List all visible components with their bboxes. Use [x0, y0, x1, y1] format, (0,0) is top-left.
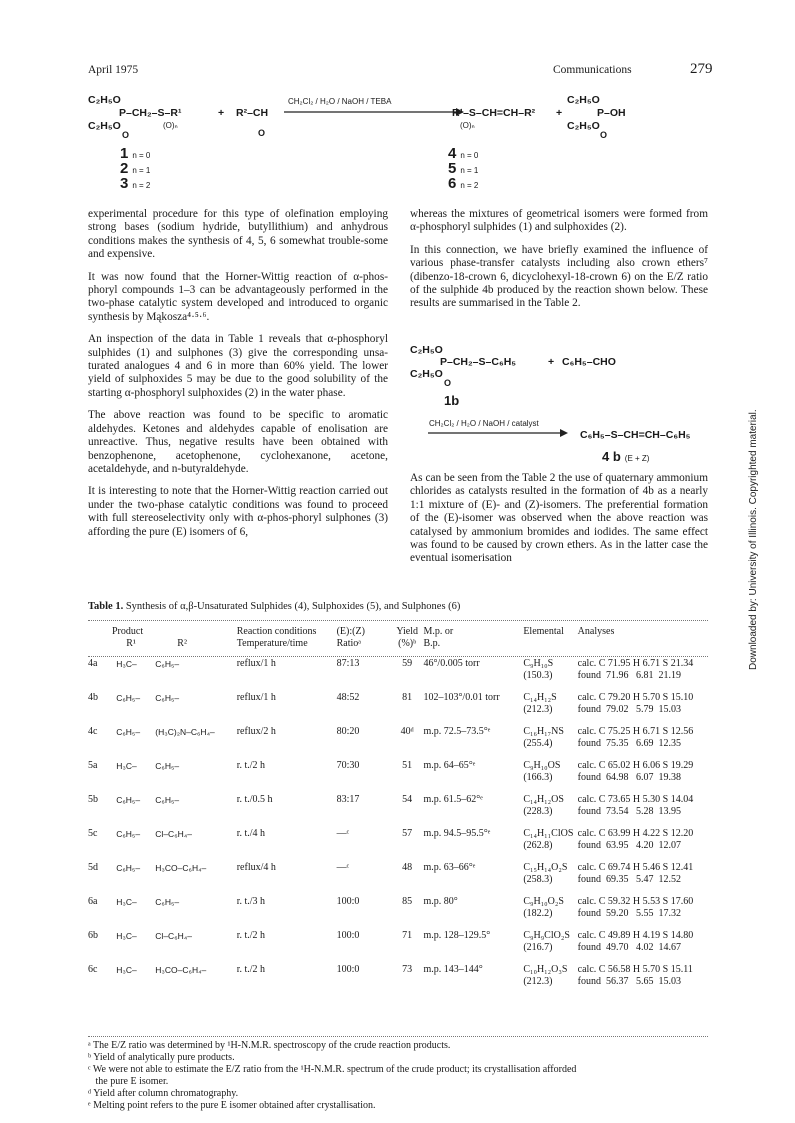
- paragraph: whereas the mixtures of geometrical isomers were formed from α-phosphoryl sulphides (1) and sulphoxides (2).: [410, 208, 708, 234]
- footnote-c: ᶜ We were not able to estimate the E/Z ratio from the ¹H-N.M.R. spectrum of the crude product; its crystallisation afforded: [88, 1064, 577, 1075]
- table-caption: Table 1. Synthesis of α,β-Unsaturated Sulphides (4), Sulphoxides (5), and Sulphones (6): [88, 601, 461, 612]
- left-column: [88, 208, 388, 548]
- col-elemental: Elemental: [523, 626, 564, 637]
- paragraph: It was now found that the Horner-Wittig reaction of α-phos-phoryl compounds 1–3 can be advantageously performed in the two-phase catalytic system developed and introduced to organic synthesis by Mąkosza⁴·⁵·⁶.: [88, 270, 388, 323]
- table-1: [88, 626, 708, 998]
- table-row: 5d C₆H₅– H₃CO–C₆H₄– reflux/4 h —ᶜ 48 m.p. 63–66°ᵉ C₁₅H₁₄O₂S (258.3) calc. C 69.74 H 5.46 S 12.41 found 69.35 5.47 12.52: [88, 862, 694, 885]
- compound-label-1: 1 n = 0: [120, 145, 151, 162]
- footnote-a: ᵃ The E/Z ratio was determined by ¹H-N.M.R. spectroscopy of the crude reaction products.: [88, 1040, 451, 1051]
- compound-label-2: 2 n = 1: [120, 160, 151, 177]
- running-header-date: April 1975: [88, 64, 139, 76]
- product-oxidation: (O)ₙ: [460, 121, 475, 130]
- compound-label-4b: 4 b (E + Z): [602, 449, 650, 464]
- table-row: 5b C₆H₅– C₆H₅– r. t./0.5 h 83:17 54 m.p. 61.5–62°ᵉ C₁₄H₁₂OS (228.3) calc. C 73.65 H 5.30 S 14.04 found 73.54 5.28 13.95: [88, 794, 694, 817]
- col-yield: Yield: [396, 626, 418, 637]
- download-notice: Downloaded by: University of Illinois. Copyrighted material.: [748, 409, 759, 670]
- col-r2: R²: [177, 638, 187, 649]
- scheme2-phosphoryl-o: O: [444, 378, 452, 388]
- reagent1-ethoxy-bottom: C₂H₅O: [88, 120, 121, 132]
- col-mp-sub: B.p.: [423, 638, 441, 649]
- reagent2-carbonyl-o: O: [258, 128, 266, 138]
- table-row: 6a H₃C– C₆H₅– r. t./3 h 100:0 85 m.p. 80° C₉H₁₀O₂S (182.2) calc. C 59.32 H 5.53 S 17.60 found 59.20 5.55 17.32: [88, 896, 694, 919]
- reagent1-ethoxy-top: C₂H₅O: [88, 94, 121, 106]
- right-column-top: [410, 208, 708, 320]
- compound-label-4: 4 n = 0: [448, 145, 479, 162]
- compound-label-3: 3 n = 2: [120, 175, 151, 192]
- table-bottom-rule: [88, 1036, 708, 1037]
- plus-sign-2: +: [556, 107, 563, 119]
- byproduct-backbone: P–OH: [597, 107, 626, 119]
- footnote-b: ᵇ Yield of analytically pure products.: [88, 1052, 235, 1063]
- scheme2-phosphoryl-sulphide: P–CH₂–S–C₆H₅: [440, 356, 517, 368]
- scheme2-arrow-conditions: CH₂Cl₂ / H₂O / NaOH / catalyst: [429, 419, 539, 428]
- table-row: 5a H₃C– C₆H₅– r. t./2 h 70:30 51 m.p. 64–65°ᵉ C₉H₁₀OS (166.3) calc. C 65.02 H 6.06 S 19.29 found 64.98 6.07 19.38: [88, 760, 694, 783]
- reagent1-oxidation: (O)ₙ: [163, 121, 178, 130]
- compound-label-5: 5 n = 1: [448, 160, 479, 177]
- col-analyses: Analyses: [577, 626, 615, 637]
- paragraph: experimental procedure for this type of olefination employing strong bases (sodium hydride, butyllithium) and anhydrous conditions makes the synthesis of 4, 5, 6 somewhat trouble-some and expensive.: [88, 208, 388, 261]
- paragraph: The above reaction was found to be specific to aromatic aldehydes. Ketones and aldehydes capable of enolisation are unreactive. Thus, negative results have been obtained with benzophenone, acetophenone, cyclohexanone, acetone, acetaldehyde, and n-butyraldehyde.: [88, 409, 388, 475]
- compound-label-6: 6 n = 2: [448, 175, 479, 192]
- compound-label-1b: 1b: [444, 393, 460, 408]
- col-r1: R¹: [126, 638, 136, 649]
- footnote-d: ᵈ Yield after column chromatography.: [88, 1088, 239, 1099]
- paragraph: In this connection, we have briefly examined the influence of various phase-transfer catalysts including also crown ethers⁷ (dibenzo-18-crown 6, dicyclohexyl-18-crown 6) on the E/Z ratio of the sulphide 4b produced by the reaction shown below. These results are summarised in the Table 2.: [410, 243, 708, 310]
- col-conditions: Reaction conditions: [236, 626, 317, 637]
- reaction-arrow-1: [284, 107, 464, 117]
- table-header-row: [88, 626, 708, 638]
- table-row: 4b C₆H₅– C₆H₅– reflux/1 h 48:52 81 102–103°/0.01 torr C₁₄H₁₂S (212.3) calc. C 79.20 H 5.70 S 15.10 found 79.02 5.79 15.03: [88, 692, 694, 715]
- paragraph: An inspection of the data in Table 1 reveals that α-phosphoryl sulphides (1) and sulphones (3) give the corresponding unsa-turated analogues 4 and 6 in more than 60% yield. The lower yield of sulphoxides 5 may be due to the good solubility of the starting α-phosphoryl sulphoxides (2) in the water phase.: [88, 333, 388, 399]
- col-ez: (E):(Z): [336, 626, 365, 637]
- running-header-section: Communications: [553, 64, 632, 76]
- plus-sign-1: +: [218, 107, 225, 119]
- table-row: 4c C₆H₅– (H₃C)₂N–C₆H₄– reflux/2 h 80:20 40ᵈ m.p. 72.5–73.5°ᵉ C₁₆H₁₇NS (255.4) calc. C 75.25 H 6.71 S 12.56 found 75.35 6.69 12.35: [88, 726, 694, 749]
- scheme2-ethoxy-top: C₂H₅O: [410, 344, 443, 356]
- col-product: Product: [112, 626, 144, 637]
- footnote-c-cont: the pure E isomer.: [88, 1076, 169, 1087]
- product-vinyl-sulphide: R¹–S–CH=CH–R²: [452, 107, 536, 119]
- scheme2-ethoxy-bottom: C₂H₅O: [410, 368, 443, 380]
- col-mp: M.p. or: [423, 626, 454, 637]
- byproduct-ethoxy-top: C₂H₅O: [567, 94, 600, 106]
- scheme2-plus: +: [548, 356, 555, 368]
- table-row: 6b H₃C– Cl–C₆H₄– r. t./2 h 100:0 71 m.p. 128–129.5° C₉H₉ClO₂S (216.7) calc. C 49.89 H 4.19 S 14.80 found 49.70 4.02 14.67: [88, 930, 694, 953]
- byproduct-phosphoryl-o: O: [600, 130, 608, 140]
- table-row: 6c H₃C– H₃CO–C₆H₄– r. t./2 h 100:0 73 m.p. 143–144° C₁₀H₁₂O₃S (212.3) calc. C 56.58 H 5.70 S 15.11 found 56.37 5.65 15.03: [88, 964, 693, 987]
- right-column-bottom: [410, 472, 708, 575]
- arrow-conditions: CH₂Cl₂ / H₂O / NaOH / TEBA: [288, 97, 392, 106]
- reagent1-backbone: P–CH₂–S–R¹: [119, 107, 182, 119]
- table-row: 4a H₃C– C₆H₅– reflux/1 h 87:13 59 46°/0.005 torr C₉H₁₀S (150.3) calc. C 71.95 H 6.71 S 21.34 found 71.96 6.81 21.19: [88, 658, 694, 681]
- scheme2-benzaldehyde: C₆H₅–CHO: [562, 356, 616, 368]
- page-number: 279: [690, 61, 713, 77]
- byproduct-ethoxy-bottom: C₂H₅O: [567, 120, 600, 132]
- table-row: 5c C₆H₅– Cl–C₆H₄– r. t./4 h —ᶜ 57 m.p. 94.5–95.5°ᵉ C₁₄H₁₁ClOS (262.8) calc. C 63.99 H 4.22 S 12.20 found 63.95 4.20 12.07: [88, 828, 694, 851]
- col-conditions-sub: Temperature/time: [236, 638, 308, 649]
- footnote-e: ᵉ Melting point refers to the pure E isomer obtained after crystallisation.: [88, 1100, 376, 1111]
- col-ez-sub: Ratioᵃ: [336, 638, 361, 649]
- table-top-rule: [88, 620, 708, 621]
- paragraph: It is interesting to note that the Horner-Wittig reaction carried out under the two-phase catalytic conditions was found to proceed with full stereoselectivity only with α-phos-phoryl sulphones (3) affording the pure (E) isomers of 6,: [88, 485, 388, 538]
- scheme2-product: C₆H₅–S–CH=CH–C₆H₅: [580, 429, 691, 441]
- reagent2-aldehyde: R²–CH: [236, 107, 269, 119]
- reaction-arrow-2: [428, 428, 568, 438]
- paragraph: As can be seen from the Table 2 the use of quaternary ammonium chlorides as catalysts resulted in the formation of 4b as a nearly 1:1 mixture of (E)- and (Z)-isomers. The preferential formation of the (E)-isomer was observed when the above reaction was catalysed by ammonium bromides and iodides. The same effect was found to be caused by crown ethers. As in the latter case the eventual isomerisation: [410, 472, 708, 565]
- reagent1-phosphoryl-o: O: [122, 130, 130, 140]
- col-yield-sub: (%)ᵇ: [398, 638, 417, 649]
